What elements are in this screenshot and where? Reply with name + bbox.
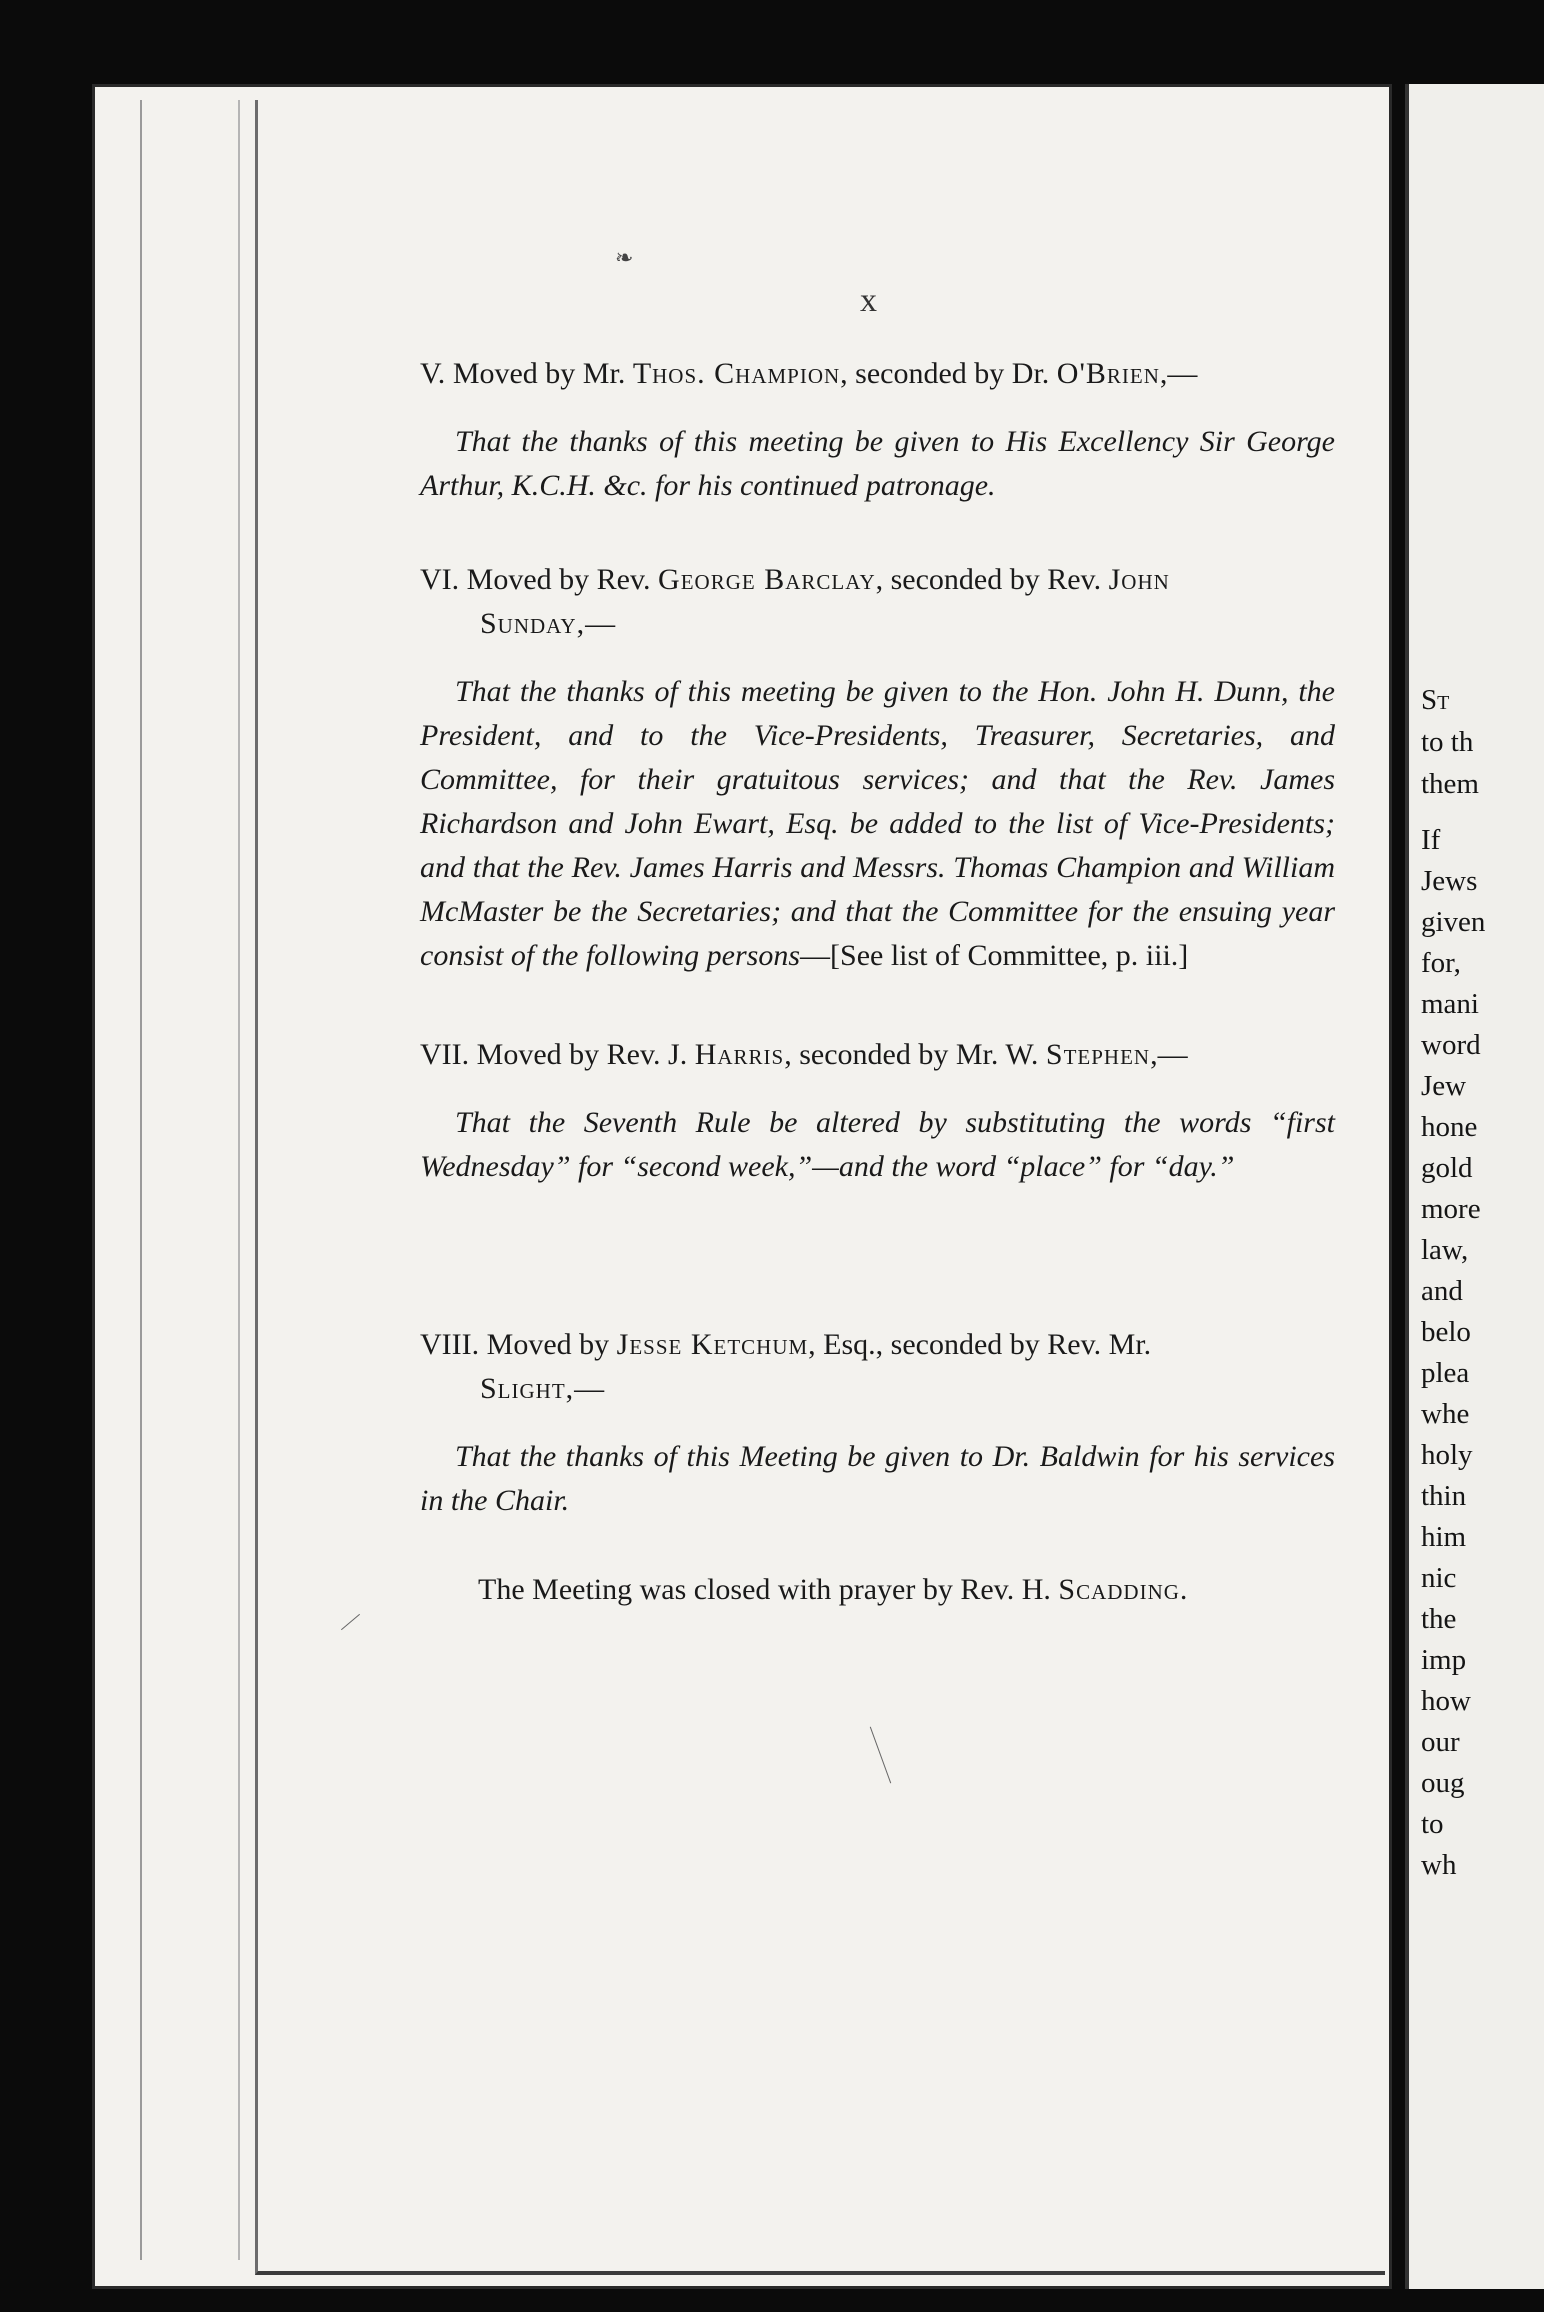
seconded-by-label: , seconded by Dr. (840, 357, 1050, 390)
moved-by-label: Moved by Mr. (452, 357, 626, 390)
facing-page-fragment: thin (1421, 1480, 1467, 1512)
book-spine-edge (140, 100, 240, 2260)
facing-page-fragment: the (1421, 1603, 1457, 1635)
resolution-numeral: VII. (420, 1038, 470, 1071)
facing-page-fragment: for, (1421, 947, 1461, 979)
facing-page-fragment: them (1421, 768, 1479, 800)
closing-text: The Meeting was closed with prayer by Rev. H. (478, 1573, 1051, 1606)
facing-page-fragment: more (1421, 1193, 1481, 1225)
facing-page (1405, 84, 1544, 2289)
facing-page-fragment: to (1421, 1808, 1444, 1840)
resolution-heading (420, 1033, 1335, 1077)
facing-page-fragment: mani (1421, 988, 1479, 1020)
moved-by-label: Moved by Rev. J. (476, 1038, 688, 1071)
facing-page-fragment: holy (1421, 1439, 1473, 1471)
committee-reference: —[See list of Committee, p. iii.] (800, 939, 1189, 972)
mover-name: Harris (694, 1038, 785, 1071)
facing-page-fragment: given (1421, 906, 1486, 938)
facing-page-fragment: plea (1421, 1357, 1470, 1389)
resolution-8 (420, 1323, 1335, 1523)
page-folio: x (860, 282, 877, 319)
facing-page-fragment: and (1421, 1275, 1463, 1307)
moved-by-label: Moved by Rev. (466, 563, 651, 596)
resolution-text: That the thanks of this meeting be given to His Excellency Sir George Arthur, K.C.H. &c. for his continued patronage. (420, 425, 1335, 502)
facing-page-fragment: belo (1421, 1316, 1471, 1348)
closing-line (478, 1573, 1187, 1607)
closing-name: Scadding (1058, 1573, 1180, 1606)
resolution-heading (420, 352, 1335, 396)
facing-page-fragment: nic (1421, 1562, 1457, 1594)
mover-name: Thos. Champion (632, 357, 841, 390)
resolution-text: That the thanks of this Meeting be given to Dr. Baldwin for his services in the Chair. (420, 1440, 1335, 1517)
seconder-name-continued: Sunday,— (480, 607, 617, 640)
resolution-numeral: VIII. (420, 1328, 480, 1361)
mover-name: Jesse Ketchum (616, 1328, 809, 1361)
seconder-name: Stephen (1045, 1038, 1151, 1071)
facing-page-fragment: Jew (1421, 1070, 1467, 1102)
seconded-by-label: , seconded by Mr. W. (784, 1038, 1039, 1071)
facing-page-fragment: St (1421, 684, 1450, 716)
moved-by-label: Moved by (486, 1328, 610, 1361)
facing-page-fragment: law, (1421, 1234, 1469, 1266)
facing-page-fragment: imp (1421, 1644, 1467, 1676)
resolution-5 (420, 352, 1335, 508)
closing-period: . (1179, 1573, 1188, 1606)
facing-page-fragment: word (1421, 1029, 1481, 1061)
facing-page-fragment: oug (1421, 1767, 1465, 1799)
seconder-name: John (1108, 563, 1170, 596)
resolution-text (420, 670, 1335, 978)
resolution-body: That the thanks of this meeting be given to the Hon. John H. Dunn, the President, and to the Vice-Presidents, Treasurer, Secretaries, and Committee, for their gratuitous services; and that the Rev. James Richardson and John Ewart, Esq. be added to the list of Vice-Presidents; and that the Rev. James Harris and Messrs. Thomas Champion and William McMaster be the Secretaries; and that the Committee for the ensuing year consist of the following persons (420, 675, 1335, 972)
facing-page-fragment: how (1421, 1685, 1471, 1717)
seconder-name: O'Brien (1056, 357, 1160, 390)
facing-page-fragment: hone (1421, 1111, 1478, 1143)
resolution-heading (420, 558, 1335, 646)
seconded-by-label: , Esq., seconded by Rev. Mr. (808, 1328, 1152, 1361)
facing-page-fragment: wh (1421, 1849, 1457, 1881)
seconder-name: Slight,— (480, 1372, 606, 1405)
resolution-numeral: V. (420, 357, 446, 390)
facing-page-fragment: whe (1421, 1398, 1470, 1430)
resolution-heading (420, 1323, 1335, 1411)
resolution-text: That the Seventh Rule be altered by substituting the words “first Wednesday” for “second week,”—and the word “place” for “day.” (420, 1106, 1335, 1183)
facing-page-fragment: Jews (1421, 865, 1478, 897)
ink-mark: ❧ (615, 245, 634, 270)
mover-name: George Barclay (658, 563, 876, 596)
resolution-numeral: VI. (420, 563, 460, 596)
heading-tail: ,— (1159, 357, 1198, 390)
facing-page-fragment: If (1421, 824, 1441, 856)
facing-page-fragment: to th (1421, 726, 1474, 758)
facing-page-fragment: gold (1421, 1152, 1473, 1184)
resolution-7 (420, 1033, 1335, 1189)
facing-page-fragment: our (1421, 1726, 1460, 1758)
resolution-6 (420, 558, 1335, 978)
seconded-by-label: , seconded by Rev. (875, 563, 1102, 596)
facing-page-fragment: him (1421, 1521, 1467, 1553)
heading-tail: ,— (1150, 1038, 1188, 1071)
